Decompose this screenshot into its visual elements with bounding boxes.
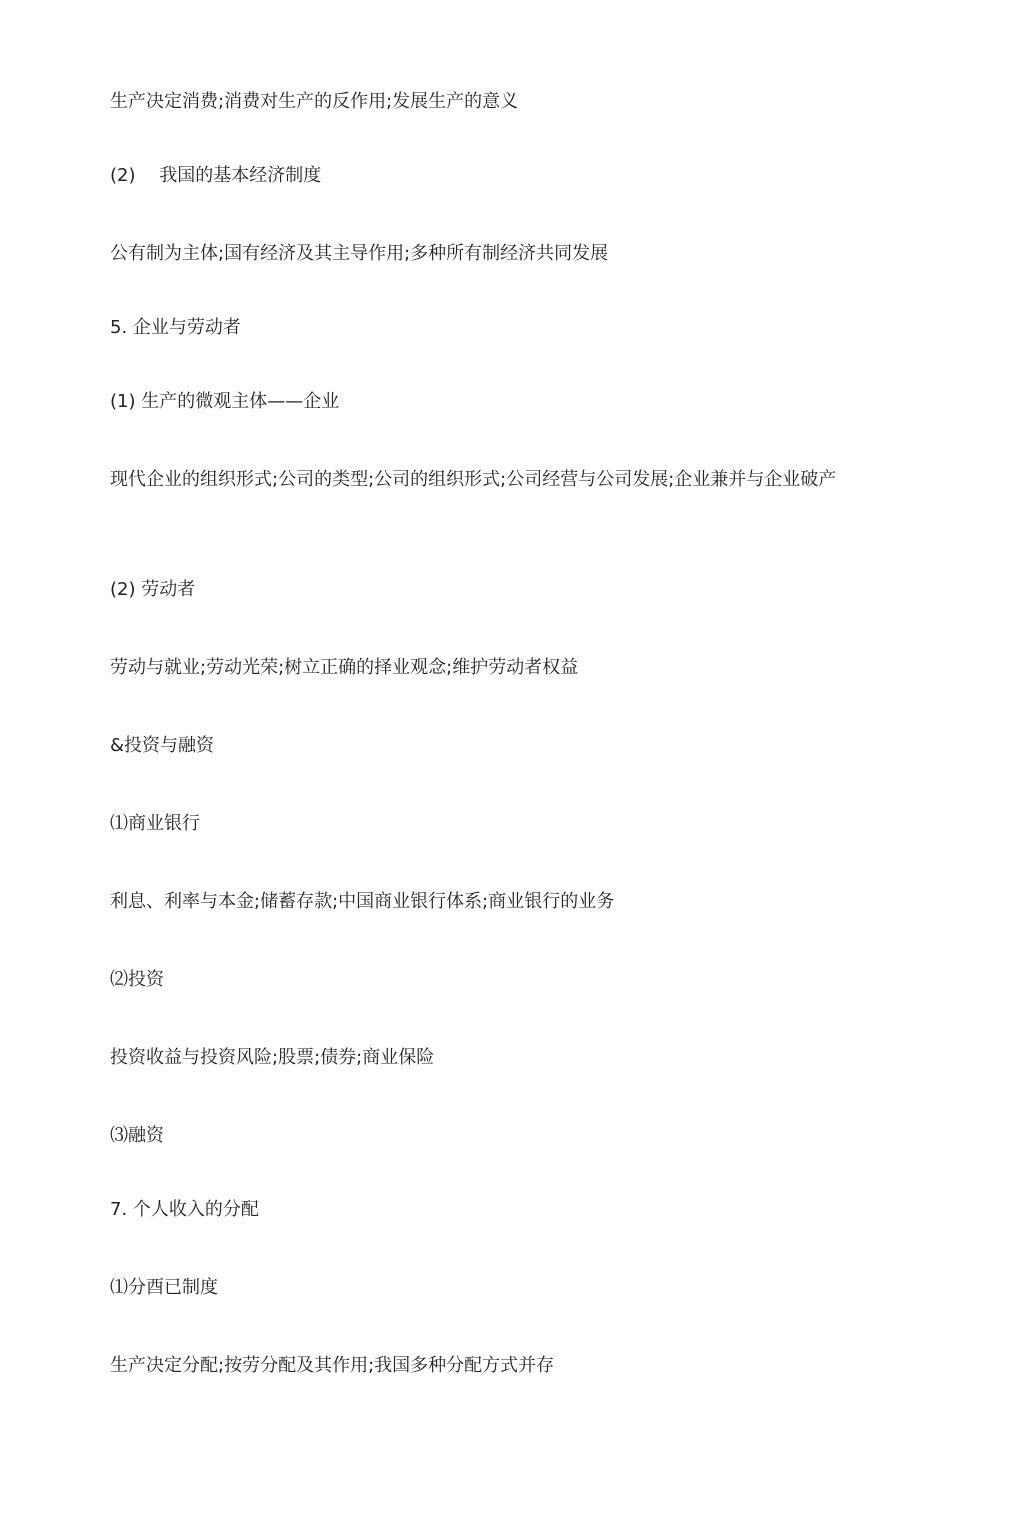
heading-micro-subject-enterprise: (1) 生产的微观主体——企业 xyxy=(110,391,340,412)
heading-workers: (2) 劳动者 xyxy=(110,579,196,600)
text-line-enterprise-forms: 现代企业的组织形式;公司的类型;公司的组织形式;公司经营与公司发展;企业兼并与企业破产 xyxy=(110,469,837,490)
heading-commercial-bank: ⑴商业银行 xyxy=(110,813,200,834)
text-line-production-consumption: 生产决定消费;消费对生产的反作用;发展生产的意义 xyxy=(110,91,519,112)
text-line-labor-employment: 劳动与就业;劳动光荣;树立正确的择业观念;维护劳动者权益 xyxy=(110,657,579,678)
heading-enterprise-and-workers: 5. 企业与劳动者 xyxy=(110,317,241,338)
heading-financing: ⑶融资 xyxy=(110,1125,164,1146)
heading-investment-financing: &投资与融资 xyxy=(110,735,215,756)
heading-investment: ⑵投资 xyxy=(110,969,164,990)
heading-basic-economic-system: (2) 我国的基本经济制度 xyxy=(110,165,322,186)
text-line-investment-returns: 投资收益与投资风险;股票;债券;商业保险 xyxy=(110,1047,435,1068)
text-line-interest-savings: 利息、利率与本金;储蓄存款;中国商业银行体系;商业银行的业务 xyxy=(110,891,615,912)
text-line-distribution-methods: 生产决定分配;按劳分配及其作用;我国多种分配方式并存 xyxy=(110,1355,555,1376)
heading-distribution-system: ⑴分酉已制度 xyxy=(110,1277,218,1298)
heading-income-distribution: 7. 个人收入的分配 xyxy=(110,1199,259,1220)
text-line-public-ownership: 公有制为主体;国有经济及其主导作用;多种所有制经济共同发展 xyxy=(110,243,609,264)
